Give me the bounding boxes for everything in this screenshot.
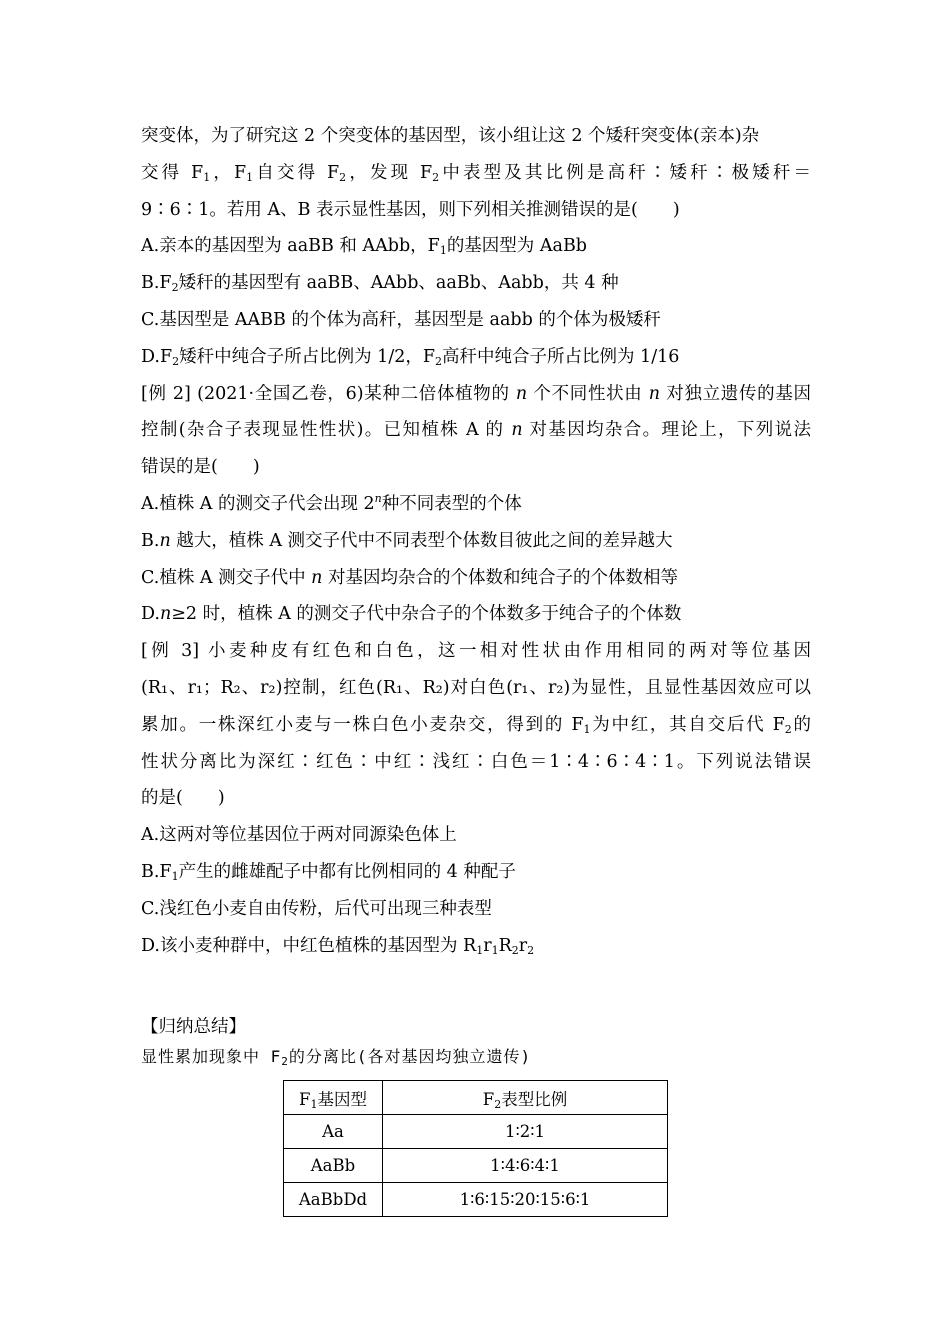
q1-option-c: C.基因型是 AABB 的个体为高秆，基因型是 aabb 的个体为极矮秆: [141, 309, 661, 330]
genotype-cell: AaBb: [284, 1149, 383, 1183]
table-row: [284, 1149, 668, 1183]
intro-line-2: 交得 $F_1$，$F_1$自交得 $F_2$，发现 $F_2$中表型及其比例是高秆∶矮秆∶极矮秆＝: [141, 162, 811, 184]
ex2-option-b: B.n 越大，植株 A 测交子代中不同表型个体数目彼此之间的差异越大: [141, 530, 673, 551]
table-row: [284, 1115, 668, 1149]
q1-option-a: A.亲本的基因型为 aaBB 和 AAbb，$F_1$的基因型为 AaBb: [141, 236, 588, 258]
ratio-cell: 1∶4∶6∶4∶1: [383, 1149, 668, 1183]
intro-line-3: 9∶6∶1。若用 A、B 表示显性基因，则下列相关推测错误的是( ): [141, 199, 680, 220]
ex2-option-a: A.植株 A 的测交子代会出现 2$^n$种不同表型的个体: [141, 491, 522, 514]
genotype-cell: AaBbDd: [284, 1183, 383, 1217]
intro-line-1: 突变体，为了研究这 2 个突变体的基因型，该小组让这 2 个矮秆突变体(亲本)杂: [141, 126, 760, 146]
ex3-line-3: 累加。一株深红小麦与一株白色小麦杂交，得到的 $F_1$为中红，其自交后代 $F_2$的: [141, 714, 811, 736]
ex3-line-5: 的是( ): [141, 788, 225, 809]
q1-option-b: $B.F_2$矮秆的基因型有 aaBB、AAbb、aaBb、Aabb，共 4 种: [141, 273, 619, 295]
table-header-row: [284, 1081, 668, 1115]
ratio-cell: 1∶6∶15∶20∶15∶6∶1: [383, 1183, 668, 1217]
ex2-option-c: C.植株 A 测交子代中 n 对基因均杂合的个体数和纯合子的个体数相等: [141, 567, 678, 588]
document-body: [141, 118, 811, 1074]
genotype-cell: Aa: [284, 1115, 383, 1149]
ex3-option-a: A.这两对等位基因位于两对同源染色体上: [141, 825, 457, 846]
summary-subtitle: 显性累加现象中 $F_2$的分离比(各对基因均独立遗传): [141, 1047, 532, 1069]
ex3-option-b: $B.F_1$产生的雌雄配子中都有比例相同的 4 种配子: [141, 861, 516, 883]
ex3-option-d: D.该小麦种群中，中红色植株的基因型为 $R_1r_1R_2r_2$: [141, 935, 535, 957]
ex2-line-3: 错误的是( ): [141, 457, 260, 478]
section-spacer: [141, 964, 811, 1002]
ratio-cell: 1∶2∶1: [383, 1115, 668, 1149]
ex2-line-2: 控制(杂合子表现显性性状)。已知植株 A 的 n 对基因均杂合。理论上，下列说法: [141, 420, 811, 441]
ex3-line-4: 性状分离比为深红∶红色∶中红∶浅红∶白色＝1∶4∶6∶4∶1。下列说法错误: [141, 751, 811, 772]
summary-heading: 【归纳总结】: [141, 1017, 246, 1038]
q1-option-d: $D.F_2$矮秆中纯合子所占比例为 1/2，$F_2$高秆中纯合子所占比例为 1/16: [141, 346, 680, 368]
header-f2-phenotype-ratio: $F_2$表型比例: [383, 1081, 668, 1115]
table-row: [284, 1183, 668, 1217]
header-f1-genotype: $F_1$基因型: [284, 1081, 383, 1115]
ex2-option-d: D.n≥2 时，植株 A 的测交子代中杂合子的个体数多于纯合子的个体数: [141, 604, 682, 625]
ex3-option-c: C.浅红色小麦自由传粉，后代可出现三种表型: [141, 898, 492, 919]
ex3-line-1: [例 3] 小麦种皮有红色和白色，这一相对性状由作用相同的两对等位基因: [141, 641, 811, 662]
segregation-ratio-table: [283, 1080, 668, 1217]
ex3-line-2: (R₁、r₁；R₂、r₂)控制，红色(R₁、R₂)对白色(r₁、r₂)为显性，且显性基因效应可以: [141, 677, 811, 698]
ex2-line-1: [例 2] (2021·全国乙卷，6)某种二倍体植物的 n 个不同性状由 n 对独立遗传的基因: [141, 383, 811, 404]
